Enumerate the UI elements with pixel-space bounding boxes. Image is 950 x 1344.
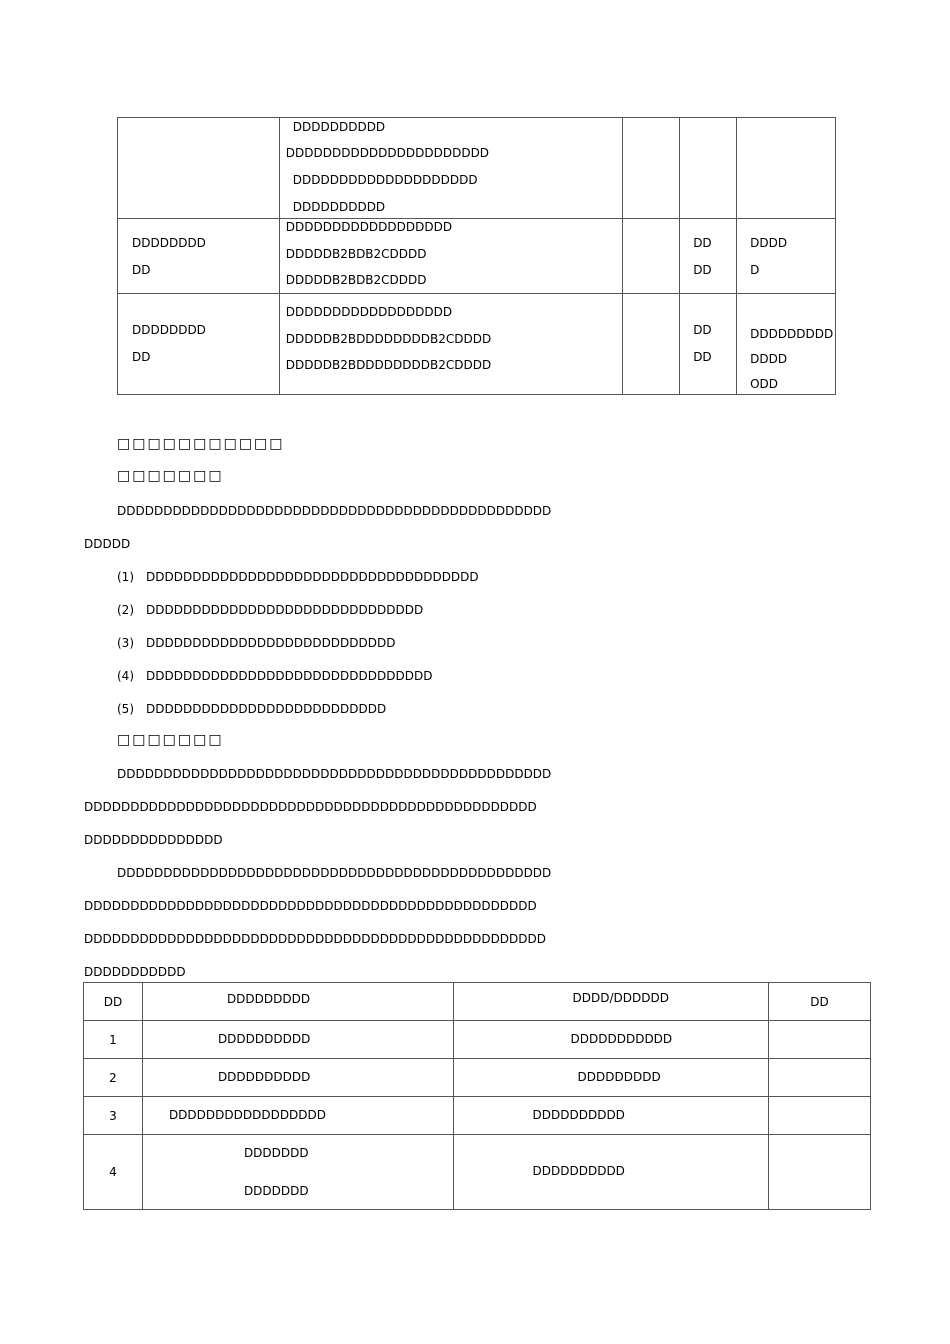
row-number: 4 (84, 1135, 143, 1210)
cell-line: DD (693, 262, 712, 277)
table-cell (737, 294, 836, 395)
cell-text: DDDDDDDDDDD (570, 1032, 673, 1046)
list-text: DDDDDDDDDDDDDDDDDDDDDDDDDDDDDDD (146, 669, 433, 683)
cell-line: ODD (750, 377, 779, 391)
column-header-text: DDDD/DDDDDD (572, 991, 669, 1005)
cell-line: DDDDDB2BDB2CDDDD (285, 273, 427, 288)
list-number: (5) (117, 702, 134, 716)
table-row (84, 1021, 871, 1059)
cell-line: DDDDDB2BDDDDDDDDB2CDDDD (285, 358, 492, 373)
table-row (118, 219, 836, 294)
table-cell (453, 1135, 769, 1210)
cell-text: DDDDDDD (243, 1146, 309, 1160)
cell-line: DDDDDDDDDD (292, 199, 386, 214)
table-cell (769, 1097, 871, 1135)
cell-line: DDDDDDDDD (750, 327, 834, 341)
table-cell (453, 1021, 769, 1059)
table-cell (623, 118, 680, 219)
paragraph-line: DDDDDDDDDDDDDDDDDDDDDDDDDDDDDDDDDDDDDDDDDDDDDDDDD (84, 800, 537, 814)
table-cell (453, 1097, 769, 1135)
paragraph-line: DDDDDDDDDDD (84, 965, 186, 979)
list-number: (4) (117, 669, 134, 683)
cell-line: DDDD (750, 236, 788, 250)
cell-text: DDDDDDDDDD (217, 1070, 311, 1084)
table-cell (279, 294, 623, 395)
subsection-heading: □□□□□□□ (117, 468, 224, 484)
row-number: 3 (84, 1097, 143, 1135)
paragraph-line: DDDDDDDDDDDDDDDDDDDDDDDDDDDDDDDDDDDDDDDDDDDDDDDDDD (84, 932, 547, 946)
table-cell (142, 1135, 453, 1210)
cell-line: DDDDDB2BDB2CDDDD (285, 246, 427, 261)
cell-line: DDDDDDDDDDDDDDDDDD (285, 305, 453, 319)
cell-text: DDDDDDDDD (577, 1070, 661, 1084)
paragraph-line: DDDDDDDDDDDDDDDDDDDDDDDDDDDDDDDDDDDDDDDDDDDDDDD (117, 504, 552, 518)
table-cell (769, 1135, 871, 1210)
cell-line: DDDDDDDDDDDDDDDDDD (285, 220, 453, 234)
table-cell (118, 294, 280, 395)
cell-line: DDDD (750, 352, 788, 366)
column-header (142, 983, 453, 1021)
table-cell (118, 219, 280, 294)
cell-line: DDDDDDDDDDDDDDDDDDDD (292, 173, 478, 187)
table-cell (737, 219, 836, 294)
column-header (453, 983, 769, 1021)
paragraph-line: DDDDDDDDDDDDDDDDDDDDDDDDDDDDDDDDDDDDDDDDDDDDDDD (117, 866, 552, 880)
cell-text: DDDDDDDDDD (217, 1032, 311, 1046)
list-item (117, 570, 479, 584)
table-row (84, 1059, 871, 1097)
table-row (118, 294, 836, 395)
list-text: DDDDDDDDDDDDDDDDDDDDDDDDDDDDDD (146, 603, 424, 617)
cell-line: DDDDDDDDDDDDDDDDDDDDDD (285, 146, 490, 160)
table-cell (680, 294, 737, 395)
table-cell (142, 1059, 453, 1097)
row-number: 2 (84, 1059, 143, 1097)
table-cell (279, 219, 623, 294)
table-cell (142, 1021, 453, 1059)
cell-text: DDDDDDD (243, 1184, 309, 1198)
column-header-text: DDDDDDDDD (226, 992, 311, 1006)
table-row (84, 1135, 871, 1210)
top-table (117, 117, 836, 395)
paragraph-line: DDDDDDDDDDDDDDD (84, 833, 223, 847)
cell-line: DD (693, 236, 712, 250)
table-cell (623, 219, 680, 294)
table-cell (142, 1097, 453, 1135)
subsection-heading: □□□□□□□ (117, 732, 224, 748)
cell-text: DDDDDDDDDDDDDDDDD (168, 1108, 327, 1122)
table-row (118, 118, 836, 219)
paragraph-line: DDDDD (84, 537, 131, 551)
cell-line: DDDDDDDD (132, 323, 206, 337)
bottom-table (83, 982, 871, 1210)
cell-line: DD (132, 262, 151, 277)
table-cell (737, 118, 836, 219)
cell-line: DD (693, 349, 712, 364)
cell-text: DDDDDDDDDD (532, 1108, 625, 1122)
cell-line: DDDDDB2BDDDDDDDDB2CDDDD (285, 331, 492, 346)
table-row (84, 1097, 871, 1135)
table-cell (623, 294, 680, 395)
row-number: 1 (84, 1021, 143, 1059)
cell-line: DD (132, 349, 151, 364)
table-cell (279, 118, 623, 219)
table-cell (680, 219, 737, 294)
table-cell (453, 1059, 769, 1097)
cell-line: D (750, 262, 760, 277)
list-item (117, 603, 423, 617)
cell-line: DD (693, 323, 712, 337)
cell-line: DDDDDDDDDD (292, 120, 386, 134)
list-number: (2) (117, 603, 134, 617)
table-cell (118, 118, 280, 219)
table-cell (680, 118, 737, 219)
cell-text: DDDDDDDDDD (532, 1164, 625, 1178)
paragraph-line: DDDDDDDDDDDDDDDDDDDDDDDDDDDDDDDDDDDDDDDDDDDDDDDDD (84, 899, 537, 913)
list-item (117, 702, 386, 716)
table-header-row (84, 983, 871, 1021)
section-heading: □□□□□□□□□□□ (117, 436, 285, 452)
list-text: DDDDDDDDDDDDDDDDDDDDDDDDDDD (146, 636, 396, 650)
column-header: DD (84, 983, 143, 1021)
list-item (117, 636, 396, 650)
list-number: (3) (117, 636, 134, 650)
column-header: DD (769, 983, 871, 1021)
paragraph-line: DDDDDDDDDDDDDDDDDDDDDDDDDDDDDDDDDDDDDDDDDDDDDDD (117, 767, 552, 781)
list-text: DDDDDDDDDDDDDDDDDDDDDDDDDDDDDDDDDDDD (146, 570, 479, 584)
list-text: DDDDDDDDDDDDDDDDDDDDDDDDDD (146, 702, 387, 716)
cell-line: DDDDDDDD (132, 236, 206, 250)
table-cell (769, 1059, 871, 1097)
list-number: (1) (117, 570, 134, 584)
list-item (117, 669, 432, 683)
table-cell (769, 1021, 871, 1059)
